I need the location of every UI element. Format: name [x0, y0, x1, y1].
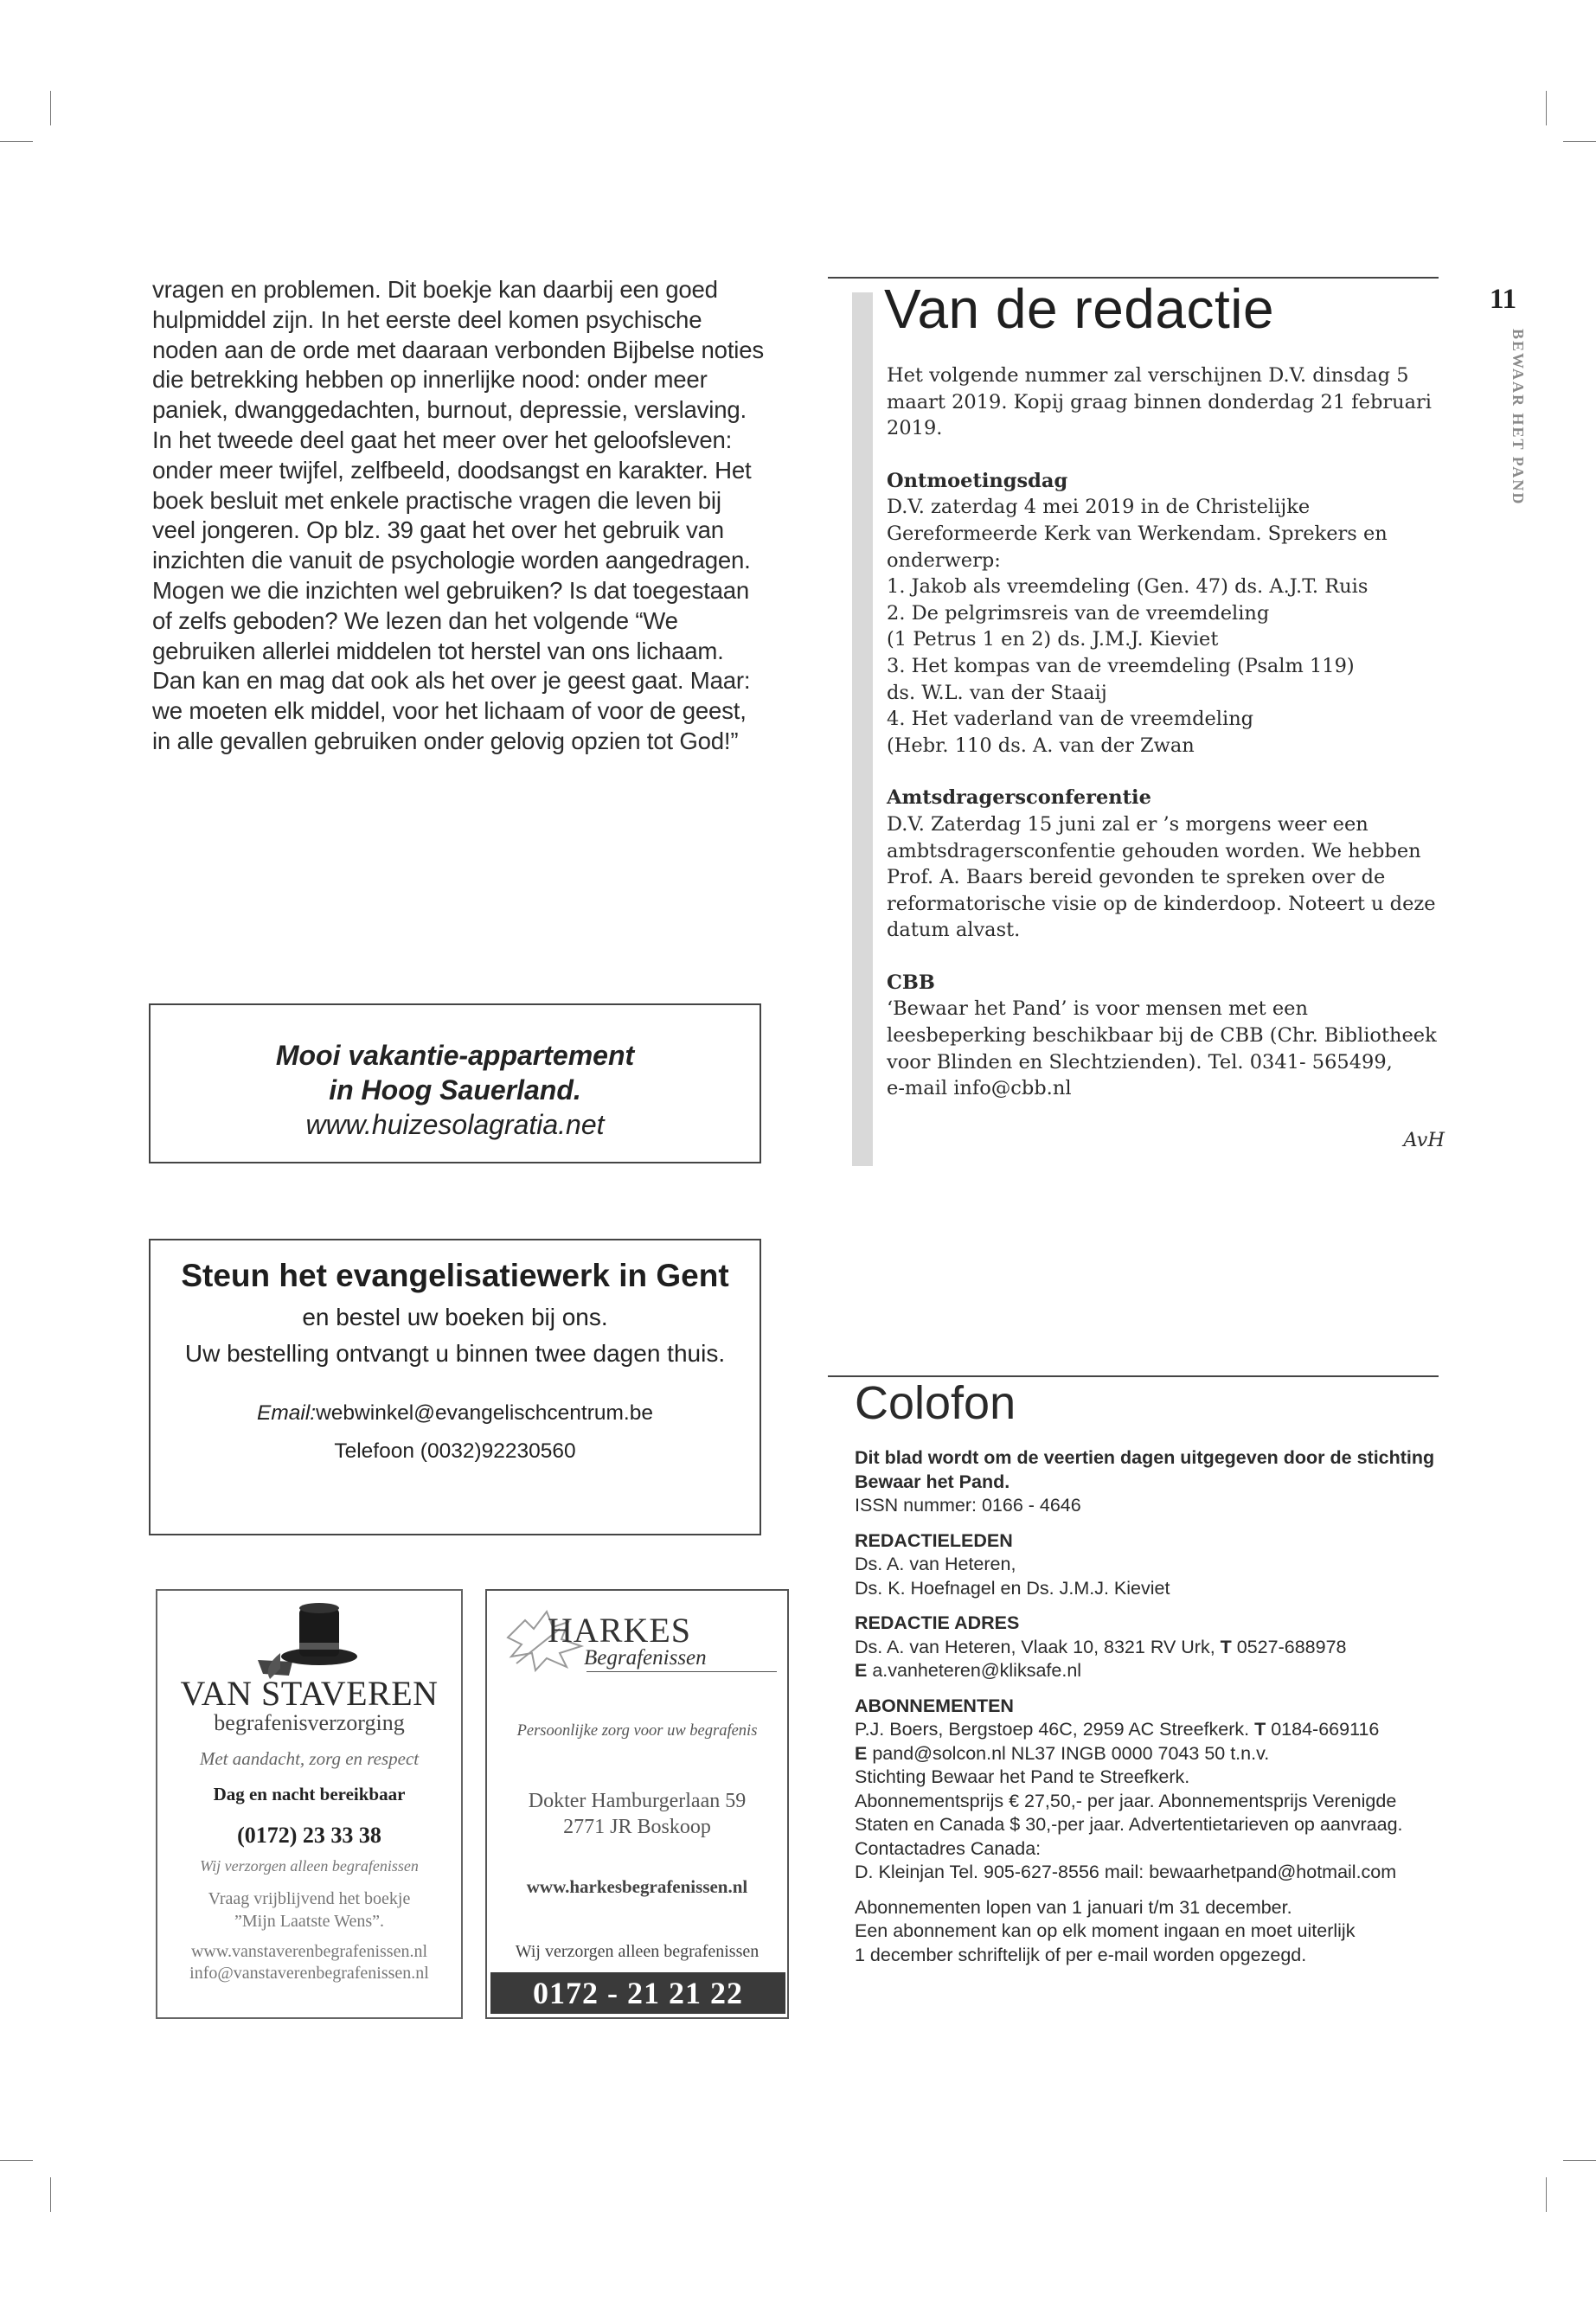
amtsdragers-block: [887, 785, 1447, 944]
text-line: [855, 1659, 1460, 1683]
subheading: Amtsdragersconferentie: [887, 786, 1151, 810]
subheading: REDACTIELEDEN: [855, 1529, 1013, 1551]
ad-email: [151, 1401, 760, 1426]
text-line: D. Kleinjan Tel. 905-627-8556 mail: bewaarhetpand@hotmail.com: [855, 1862, 1397, 1882]
ad-note: Wij verzorgen alleen begrafenissen: [515, 1942, 760, 1961]
text-line: Abonnementsprijs € 27,50,- per jaar. Abonnementsprijs Verenigde: [855, 1790, 1397, 1811]
subheading: REDACTIE ADRES: [855, 1612, 1020, 1633]
ad-note: Wij verzorgen alleen begrafenissen: [200, 1857, 419, 1875]
text-line: onder meer twijfel, zelfbeeld, doodsangst en karakter. Het: [152, 456, 752, 484]
text-line: 2019.: [887, 417, 943, 440]
text-line: Dan kan en mag dat ook als het over je geest gaat. Maar:: [152, 667, 751, 695]
text-line: e-mail info@cbb.nl: [887, 1077, 1072, 1100]
ad-email[interactable]: info@vanstaverenbegrafenissen.nl: [189, 1964, 429, 1983]
text-line: Bewaar het Pand.: [855, 1471, 1010, 1492]
crop-mark: [0, 141, 33, 142]
address-text: P.J. Boers, Bergstoep 46C, 2959 AC Streefkerk.: [855, 1719, 1255, 1740]
running-head: BEWAAR HET PAND: [1509, 329, 1527, 506]
ad-vakantie: [149, 1003, 761, 1163]
ad-availability: Dag en nacht bereikbaar: [213, 1784, 406, 1804]
text-line: ‘Bewaar het Pand’ is voor mensen met een: [887, 997, 1308, 1021]
text-line: Gereformeerde Kerk van Werkendam. Sprekers en: [887, 522, 1388, 545]
text-line: Een abonnement kan op elk moment ingaan en moet uiterlijk: [855, 1920, 1356, 1941]
text-line: ds. W.L. van der Staaij: [887, 681, 1107, 704]
text-line: 1 december schriftelijk of per e-mail worden opgezegd.: [855, 1944, 1307, 1965]
section-title: Colofon: [855, 1377, 1016, 1429]
email-label: Email:: [257, 1401, 317, 1425]
text-line: paniek, dwanggedachten, burnout, depressie, verslaving.: [152, 396, 747, 424]
text-line: Contactadres Canada:: [855, 1837, 1042, 1859]
text-line: onderwerp:: [887, 548, 1001, 572]
crop-mark: [50, 2177, 51, 2212]
ontmoetingsdag-block: [887, 468, 1447, 760]
abonnementen-block: [855, 1695, 1460, 1885]
text-line: reformatorische visie op de kinderdoop. Noteert u deze: [887, 892, 1436, 915]
company-sub: Begrafenissen: [584, 1646, 707, 1670]
text-line: Ds. K. Hoefnagel en Ds. J.M.J. Kieviet: [855, 1577, 1170, 1599]
ad-harkes: [485, 1589, 789, 2019]
email-bank: pand@solcon.nl NL37 INGB 0000 7043 50 t.n.v.: [867, 1742, 1270, 1764]
text-line: Stichting Bewaar het Pand te Streefkerk.: [855, 1766, 1190, 1787]
email-address[interactable]: a.vanheteren@kliksafe.nl: [867, 1660, 1082, 1681]
email-label: E: [855, 1660, 868, 1681]
phone-label: T: [1254, 1719, 1266, 1740]
address-text: Ds. A. van Heteren, Vlaak 10, 8321 RV Urk,: [855, 1636, 1221, 1657]
subheading: CBB: [887, 971, 935, 994]
text-line: die betrekking hebben op innerlijke nood: onder meer: [152, 366, 708, 394]
ad-gent: [149, 1239, 761, 1535]
redactie-body: [887, 362, 1447, 1128]
text-line: in alle gevallen gebruiken onder gelovig opzien tot God!”: [152, 727, 739, 754]
text-line: maart 2019. Kopij graag binnen donderdag 21 februari: [887, 390, 1432, 413]
ad-phone: (0172) 23 33 38: [237, 1823, 381, 1848]
ad-address: Dokter Hamburgerlaan 59: [528, 1790, 747, 1812]
text-line: Abonnementen lopen van 1 januari t/m 31 december.: [855, 1896, 1292, 1918]
editor-signature: AvH: [1403, 1129, 1445, 1151]
phone-label: T: [1220, 1636, 1232, 1657]
text-line: veel jongeren. Op blz. 39 gaat het over het gebruik van: [152, 516, 724, 544]
colofon-body: [855, 1446, 1460, 1978]
text-line: leesbeperking beschikbaar bij de CBB (Chr. Bibliotheek: [887, 1024, 1437, 1048]
crop-mark: [50, 91, 51, 125]
colofon-footer: [855, 1896, 1460, 1968]
text-line: [855, 1742, 1460, 1766]
text-line: Mogen we die inzichten wel gebruiken? Is dat toegestaan: [152, 576, 750, 604]
company-name: VAN STAVEREN: [180, 1674, 439, 1713]
text-line: [855, 1718, 1460, 1742]
phone-number: 0527-688978: [1231, 1636, 1347, 1657]
text-line: gebruiken allerlei middelen tot herstel van ons lichaam.: [152, 637, 724, 664]
text-line: Ds. A. van Heteren,: [855, 1554, 1016, 1574]
text-line: inzichten die vanuit de psychologie worden aangedragen.: [152, 547, 751, 574]
text-line: In het tweede deel gaat het meer over het geloofsleven:: [152, 426, 733, 453]
ad-phone: Telefoon (0032)92230560: [334, 1439, 576, 1463]
redactieleden-block: [855, 1529, 1460, 1601]
text-line: voor Blinden en Slechtzienden). Tel. 0341- 565499,: [887, 1050, 1393, 1074]
divider-rule: [586, 1671, 777, 1672]
article-continuation: [152, 275, 777, 757]
section-title: Van de redactie: [884, 278, 1275, 340]
text-line: datum alvast.: [887, 919, 1021, 942]
text-line: vragen en problemen. Dit boekje kan daarbij een goed: [152, 276, 718, 303]
text-line: 2. De pelgrimsreis van de vreemdeling: [887, 601, 1270, 625]
ad-vanstaveren: [156, 1589, 463, 2019]
adres-block: [855, 1612, 1460, 1683]
text-line: [855, 1636, 1460, 1660]
text-line: hulpmiddel zijn. In het eerste deel komen psychische: [152, 305, 702, 333]
accent-bar: [852, 292, 873, 1166]
company-name: HARKES: [548, 1611, 692, 1650]
ad-tagline: Persoonlijke zorg voor uw begrafenis: [516, 1722, 758, 1740]
text-line: (Hebr. 110 ds. A. van der Zwan: [887, 734, 1195, 757]
ad-text: Uw bestelling ontvangt u binnen twee dagen thuis.: [184, 1340, 726, 1367]
text-line: 4. Het vaderland van de vreemdeling: [887, 708, 1254, 731]
crop-mark: [1546, 2177, 1547, 2212]
text-line: D.V. zaterdag 4 mei 2019 in de Christelijke: [887, 496, 1311, 519]
crop-mark: [0, 2160, 33, 2161]
text-line: boek besluit met enkele practische vragen die leven bij: [152, 486, 721, 514]
ad-url[interactable]: www.vanstaverenbegrafenissen.nl: [190, 1942, 428, 1961]
text-line: ambtsdragersconfentie gehouden worden. We hebben: [887, 839, 1421, 862]
text-line: (1 Petrus 1 en 2) ds. J.M.J. Kieviet: [887, 628, 1219, 651]
crop-mark: [1546, 91, 1547, 125]
email-label: E: [855, 1742, 868, 1764]
crop-mark: [1563, 2160, 1596, 2161]
cbb-block: [887, 970, 1447, 1102]
ad-url[interactable]: www.huizesolagratia.net: [305, 1109, 605, 1140]
ad-motto: Met aandacht, zorg en respect: [199, 1748, 420, 1769]
crop-mark: [1563, 141, 1596, 142]
text-line: noden aan de orde met daaraan verbonden Bijbelse noties: [152, 336, 764, 363]
issn: ISSN nummer: 0166 - 4646: [855, 1495, 1081, 1516]
ad-headline: in Hoog Sauerland.: [329, 1074, 581, 1106]
email-address[interactable]: webwinkel@evangelischcentrum.be: [316, 1401, 653, 1425]
announcement: [887, 362, 1447, 442]
page-number: 11: [1490, 284, 1517, 315]
text-line: Prof. A. Baars bereid gevonden te spreken over de: [887, 866, 1386, 889]
text-line: Het volgende nummer zal verschijnen D.V. dinsdag 5: [887, 364, 1409, 387]
ad-text: en bestel uw boeken bij ons.: [302, 1304, 608, 1330]
phone-number: 0184-669116: [1266, 1719, 1380, 1740]
text-line: 1. Jakob als vreemdeling (Gen. 47) ds. A.J.T. Ruis: [887, 575, 1368, 599]
text-line: 3. Het kompas van de vreemdeling (Psalm 119): [887, 654, 1355, 677]
ad-phone: 0172 - 21 21 22: [490, 1972, 785, 2014]
ad-url[interactable]: www.harkesbegrafenissen.nl: [526, 1876, 748, 1897]
text-line: Dit blad wordt om de veertien dagen uitgegeven door de stichting: [855, 1447, 1435, 1468]
subheading: ABONNEMENTEN: [855, 1695, 1014, 1716]
colofon-intro: [855, 1446, 1460, 1518]
top-hat-icon: [254, 1599, 358, 1679]
ad-text: ”Mijn Laatste Wens”.: [234, 1912, 384, 1931]
ad-headline: Steun het evangelisatiewerk in Gent: [181, 1258, 729, 1293]
text-line: D.V. Zaterdag 15 juni zal er ’s morgens weer een: [887, 812, 1368, 836]
ad-address: 2771 JR Boskoop: [563, 1816, 711, 1838]
text-line: of zelfs geboden? We lezen dan het volgende “We: [152, 606, 678, 634]
subheading: Ontmoetingsdag: [887, 469, 1068, 492]
company-sub: begrafenisverzorging: [214, 1710, 405, 1735]
ad-text: Vraag vrijblijvend het boekje: [208, 1889, 411, 1908]
ad-headline: Mooi vakantie-appartement: [275, 1040, 635, 1071]
text-line: Staten en Canada $ 30,-per jaar. Advertentietarieven op aanvraag.: [855, 1814, 1403, 1835]
text-line: we moeten elk middel, voor het lichaam of voor de geest,: [152, 697, 747, 725]
